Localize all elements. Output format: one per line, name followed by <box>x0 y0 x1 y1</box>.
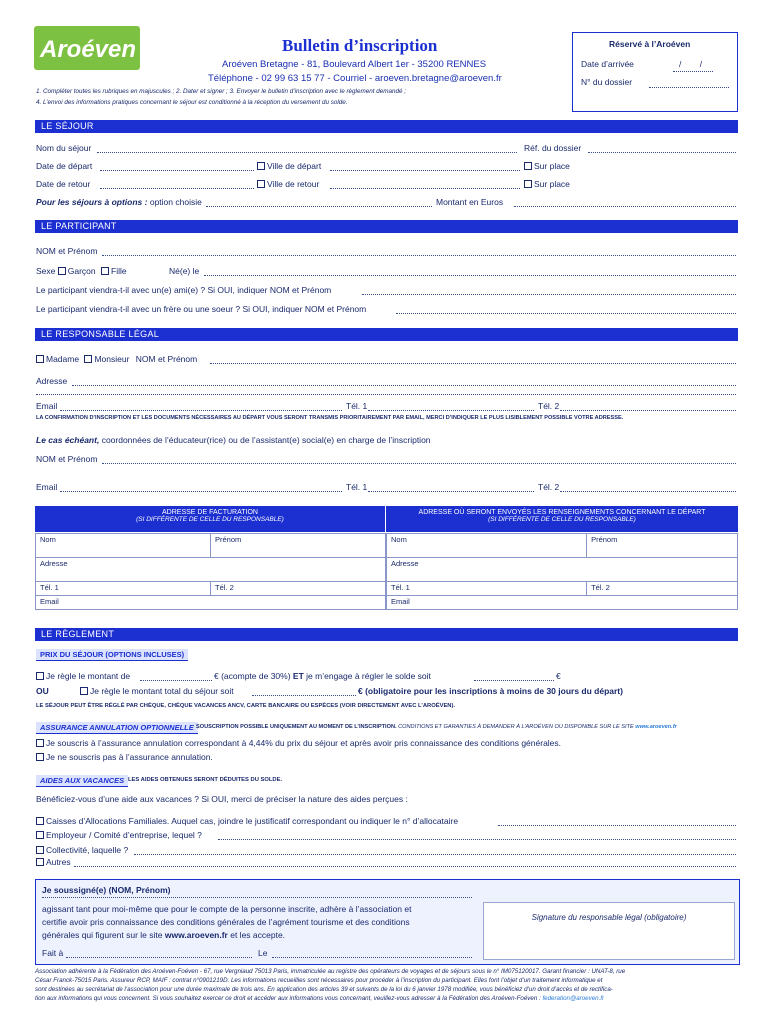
sejour-ref-label: Réf. du dossier <box>524 143 582 153</box>
adresse-field[interactable] <box>72 385 736 386</box>
billing-right-tel1-label: Tél. 1 <box>391 583 410 592</box>
aide-caf-checkbox[interactable] <box>36 817 44 825</box>
prix-tag: PRIX DU SÉJOUR (OPTIONS INCLUSES) <box>36 649 188 661</box>
billing-table-right <box>386 533 738 610</box>
total-suffix: € (obligatoire pour les inscriptions à moins de 30 jours du départ) <box>358 686 623 696</box>
fille-checkbox[interactable] <box>101 267 109 275</box>
billing-right-prenom-label: Prénom <box>591 535 618 544</box>
date-depart-label: Date de départ <box>36 161 93 171</box>
billing-right-prenom[interactable] <box>587 534 738 558</box>
billing-left-subtitle: (SI DIFFÉRENTE DE CELLE DU RESPONSABLE) <box>136 516 284 523</box>
assurance-non-label: Je ne souscris pas à l’assurance annulation. <box>46 752 213 762</box>
adresse-label: Adresse <box>36 376 68 386</box>
arrival-label: Date d’arrivée <box>581 59 634 69</box>
arrival-line <box>673 71 713 72</box>
educateur-email-label: Email <box>36 482 58 492</box>
ville-depart-checkbox[interactable] <box>257 162 265 170</box>
total-row <box>80 686 234 696</box>
moyens-paiement: LE SÉJOUR PEUT ÊTRE RÉGLÉ PAR CHÈQUE, CHÈQUE VACANCES ANCV, CARTE BANCAIRE OU ESPÈCES (VOIR DIRECTEMENT AVEC L’AROÉVEN). <box>36 703 456 709</box>
ville-retour[interactable] <box>257 179 319 189</box>
billing-left-prenom[interactable] <box>211 534 386 558</box>
acompte-checkbox[interactable] <box>36 672 44 680</box>
email-label: Email <box>36 401 58 411</box>
section-reglement: LE RÈGLEMENT <box>35 628 738 641</box>
logo <box>34 26 140 70</box>
engagement-3a: générales qui figurent sur le site <box>42 930 163 940</box>
monsieur-label: Monsieur <box>94 354 130 364</box>
sur-place-depart[interactable] <box>524 161 570 171</box>
cas-text: coordonnées de l’éducateur(rice) ou de l’assistant(e) social(e) en charge de l’inscription <box>101 435 431 445</box>
date-signature-label: Le <box>258 948 268 958</box>
assurance-tag: ASSURANCE ANNULATION OPTIONNELLE <box>36 722 198 734</box>
garcon-checkbox[interactable] <box>58 267 66 275</box>
email-note: LA CONFIRMATION D’INSCRIPTION ET LES DOCUMENTS NÉCESSAIRES AU DÉPART VOUS SERONT TRANSMIS PRIORITAIREMENT PAR EMAIL, MERCI D’INDIQUER LE PLUS LISIBLEMENT POSSIBLE VOTRE ADRESSE. <box>36 415 624 421</box>
sexe-row <box>36 266 127 276</box>
naissance-field[interactable] <box>204 275 736 276</box>
aide-autres-checkbox[interactable] <box>36 858 44 866</box>
frere-field[interactable] <box>396 313 736 314</box>
monsieur-checkbox[interactable] <box>84 355 92 363</box>
sur-place-retour-checkbox[interactable] <box>524 180 532 188</box>
footer-line-3: sont destinées au secrétariat de l’association pour une durée maximale de trois ans. En application des articles 39 et suivants de la loi du 6 janvier 1978 modifiée, vous bénéficiez d’un droit d’accès et de rectifica- <box>35 986 613 993</box>
ville-retour-checkbox[interactable] <box>257 180 265 188</box>
billing-right-nom-label: Nom <box>391 535 407 544</box>
educateur-nom-field[interactable] <box>102 463 736 464</box>
options-text: option choisie <box>149 197 202 207</box>
tel1-label: Tél. 1 <box>346 401 368 411</box>
educateur-tel2-field[interactable] <box>560 491 736 492</box>
section-sejour: LE SÉJOUR <box>35 120 738 133</box>
acompte-pct: € (acompte de 30%) <box>214 671 291 681</box>
tel1-field[interactable] <box>368 410 534 411</box>
sejour-nom-field[interactable] <box>97 152 517 153</box>
fait-a-label: Fait à <box>42 948 64 958</box>
assurance-non <box>36 752 213 762</box>
dossier-label: N° du dossier <box>581 77 633 87</box>
billing-right-tel2[interactable] <box>587 582 738 596</box>
solde-field[interactable] <box>474 680 554 681</box>
billing-table-left <box>35 533 386 610</box>
aide-autres <box>36 857 71 867</box>
educateur-tel1-field[interactable] <box>368 491 534 492</box>
acompte-row <box>36 671 130 681</box>
assurance-link[interactable]: www.aroeven.fr <box>635 724 677 730</box>
participant-nom-label: NOM et Prénom <box>36 246 98 256</box>
date-retour-label: Date de retour <box>36 179 91 189</box>
aide-employeur <box>36 830 202 840</box>
billing-left-adresse[interactable] <box>36 558 386 582</box>
assurance-oui-label: Je souscris à l’assurance annulation correspondant à 4,44% du prix du séjour et après avoir pris connaissance des conditions générales. <box>46 738 562 748</box>
engagement-3c: et les accepte. <box>230 930 286 940</box>
naissance-label: Né(e) le <box>169 266 200 276</box>
billing-left-nom[interactable] <box>36 534 211 558</box>
engagement-3 <box>42 930 285 940</box>
billing-left-tel1[interactable] <box>36 582 211 596</box>
sejour-ref-field[interactable] <box>588 152 736 153</box>
billing-left-nom-label: Nom <box>40 535 56 544</box>
garcon-label: Garçon <box>67 266 96 276</box>
billing-right-email-label: Email <box>391 597 410 606</box>
aide-employeur-field[interactable] <box>218 839 736 840</box>
educateur-nom-label: NOM et Prénom <box>36 454 98 464</box>
billing-left-prenom-label: Prénom <box>215 535 242 544</box>
sur-place-retour[interactable] <box>524 179 570 189</box>
sur-place-depart-label: Sur place <box>534 161 570 171</box>
options-field[interactable] <box>206 206 432 207</box>
billing-left-tel2-label: Tél. 2 <box>215 583 234 592</box>
options-bold: Pour les séjours à options : <box>36 197 148 207</box>
fille-label: Fille <box>111 266 127 276</box>
date-signature-field[interactable] <box>272 957 472 958</box>
billing-left-email-label: Email <box>40 597 59 606</box>
signature-block <box>35 879 740 965</box>
billing-left-tel2[interactable] <box>211 582 386 596</box>
fait-a-field[interactable] <box>66 957 252 958</box>
acompte-suffix <box>214 671 431 681</box>
page-title: Bulletin d’inscription <box>282 36 438 55</box>
billing-left-tel1-label: Tél. 1 <box>40 583 59 592</box>
billing-right-title: ADRESSE OÙ SERONT ENVOYÉS LES RENSEIGNEMENTS CONCERNANT LE DÉPART <box>418 509 706 516</box>
cas-bold: Le cas échéant, <box>36 435 100 445</box>
aide-employeur-checkbox[interactable] <box>36 831 44 839</box>
assurance-note-2: CONDITIONS ET GARANTIES À DEMANDER À L’AROÉVEN OU DISPONIBLE SUR LE SITE <box>398 724 634 730</box>
footer-line-4-text: tion aux informations qui vous concernent. Si vous souhaitez exercer ce droit et accéder aux informations vous concernant, veuillez-vous adresser à la Fédération des Aroéven-Foéven : <box>35 995 541 1002</box>
dossier-field[interactable] <box>649 87 729 88</box>
section-responsable: LE RESPONSABLE LÉGAL <box>35 328 738 341</box>
section-participant: LE PARTICIPANT <box>35 220 738 233</box>
billing-header-right <box>386 506 738 532</box>
assurance-note-1: SOUSCRIPTION POSSIBLE UNIQUEMENT AU MOMENT DE L’INSCRIPTION. <box>196 724 397 730</box>
ami-label: Le participant viendra-t-il avec un(e) ami(e) ? Si OUI, indiquer NOM et Prénom <box>36 285 332 295</box>
total-label: Je règle le montant total du séjour soit <box>90 686 234 696</box>
assurance-note <box>196 724 677 730</box>
arrival-date-mask[interactable]: / / <box>679 59 711 69</box>
aide-collectivite-label: Collectivité, laquelle ? <box>46 845 129 855</box>
aide-caf <box>36 816 458 826</box>
aides-tag: AIDES AUX VACANCES <box>36 775 128 787</box>
aide-employeur-label: Employeur / Comité d’entreprise, lequel ? <box>46 830 202 840</box>
aide-collectivite-field[interactable] <box>134 854 736 855</box>
footer-link[interactable]: federation@aroeven.fr <box>542 995 605 1002</box>
date-retour-field[interactable] <box>100 188 254 189</box>
engagement-link[interactable]: www.aroeven.fr <box>164 930 228 940</box>
billing-right-tel1[interactable] <box>387 582 587 596</box>
frere-label: Le participant viendra-t-il avec un frère ou une soeur ? Si OUI, indiquer NOM et Prénom <box>36 304 367 314</box>
ami-field[interactable] <box>362 294 736 295</box>
options-label <box>36 197 202 207</box>
instructions-1: 1. Compléter toutes les rubriques en majuscules ; 2. Dater et signer ; 3. Envoyer le bulletin d’inscription avec le règlement demandé ; <box>36 88 406 95</box>
montant-label: Montant en Euros <box>436 197 504 207</box>
billing-right-email[interactable] <box>387 596 738 610</box>
footer-line-2: César Franck-75015 Paris. Assureur RCP, MAIF : contrat n°0901219D. Les informations recueillies sont nécessaires pour procéder à l’inscription du participant. Elles font l’objet d’un traitement informatique et <box>35 977 603 984</box>
total-field[interactable] <box>252 695 356 696</box>
assurance-oui-checkbox[interactable] <box>36 739 44 747</box>
aide-caf-label: Caisses d’Allocations Familiales. Auquel cas, joindre le justificatif correspondant ou indiquer le n° d’allocataire <box>46 816 459 826</box>
billing-header-left <box>35 506 385 532</box>
aide-collectivite-checkbox[interactable] <box>36 846 44 854</box>
engagement-2: certifie avoir pris connaissance des conditions générales de l’agrément tourisme et des conditions <box>42 917 410 927</box>
acompte-label: Je règle le montant de <box>46 671 131 681</box>
billing-left-email[interactable] <box>36 596 386 610</box>
header-address: Aroéven Bretagne - 81, Boulevard Albert 1er - 35200 RENNES <box>222 59 487 70</box>
sejour-nom-label: Nom du séjour <box>36 143 92 153</box>
logo-graphic <box>34 26 140 70</box>
ville-retour-label: Ville de retour <box>267 179 320 189</box>
billing-right-nom[interactable] <box>387 534 587 558</box>
civilite-row <box>36 354 197 364</box>
billing-left-adresse-label: Adresse <box>40 559 68 568</box>
header-contact: Téléphone - 02 99 63 15 77 - Courriel - aroeven.bretagne@aroeven.fr <box>208 73 502 84</box>
aide-caf-field[interactable] <box>498 825 736 826</box>
aides-note: LES AIDES OBTENUES SERONT DÉDUITES DU SOLDE. <box>128 777 283 783</box>
footer-line-4 <box>35 995 604 1002</box>
assurance-oui <box>36 738 561 748</box>
educateur-email-field[interactable] <box>60 491 342 492</box>
footer-line-1: Association adhérente à la Fédération des Aroéven-Foéven - 67, rue Vergniaud 75013 Paris, immatriculée au registre des opérateurs de voyages et de séjours sous le n° IM075120017. Garant financier : UNAT-8, rue <box>35 968 626 975</box>
responsable-nom-field[interactable] <box>210 363 736 364</box>
ville-depart[interactable] <box>257 161 321 171</box>
madame-checkbox[interactable] <box>36 355 44 363</box>
adresse-field-2[interactable] <box>36 394 736 395</box>
assurance-non-checkbox[interactable] <box>36 753 44 761</box>
educateur-tel1-label: Tél. 1 <box>346 482 368 492</box>
soussigne-label: Je soussigné(e) (NOM, Prénom) <box>42 885 171 895</box>
soussigne-field[interactable] <box>42 897 472 898</box>
engagement-1: agissant tant pour moi-même que pour le compte de la personne inscrite, adhère à l’association et <box>42 904 412 914</box>
reserved-box <box>572 32 738 112</box>
aides-question: Bénéficiez-vous d’une aide aux vacances ? Si OUI, merci de préciser la nature des aides perçues : <box>36 794 408 804</box>
acompte-et: ET <box>292 671 304 681</box>
reserved-title: Réservé à l’Aroéven <box>609 39 691 49</box>
signature-box[interactable] <box>483 902 735 960</box>
billing-right-adresse-label: Adresse <box>391 559 419 568</box>
montant-field[interactable] <box>514 206 736 207</box>
signature-label: Signature du responsable légal (obligatoire) <box>531 913 687 922</box>
sur-place-retour-label: Sur place <box>534 179 570 189</box>
solde-euro: € <box>556 671 561 681</box>
total-checkbox[interactable] <box>80 687 88 695</box>
tel2-field[interactable] <box>560 410 736 411</box>
acompte-amount-field[interactable] <box>140 680 212 681</box>
aide-collectivite <box>36 845 128 855</box>
ville-retour-field[interactable] <box>330 188 520 189</box>
educateur-tel2-label: Tél. 2 <box>538 482 560 492</box>
billing-right-tel2-label: Tél. 2 <box>591 583 610 592</box>
logo-text: Aroéven <box>40 36 137 63</box>
aide-autres-label: Autres <box>46 857 71 867</box>
sexe-label: Sexe <box>36 266 56 276</box>
cas-echeant <box>36 435 431 445</box>
participant-nom-field[interactable] <box>102 255 736 256</box>
ville-depart-label: Ville de départ <box>267 161 322 171</box>
sur-place-depart-checkbox[interactable] <box>524 162 532 170</box>
tel2-label: Tél. 2 <box>538 401 560 411</box>
billing-left-title: ADRESSE DE FACTURATION <box>162 509 258 516</box>
email-field[interactable] <box>60 410 342 411</box>
date-depart-field[interactable] <box>100 170 254 171</box>
billing-right-subtitle: (SI DIFFÉRENTE DE CELLE DU RESPONSABLE) <box>488 516 636 523</box>
instructions-2: 4. L’envoi des informations pratiques concernant le séjour est conditionné à la réception du versement du solde. <box>36 99 348 106</box>
billing-right-adresse[interactable] <box>387 558 738 582</box>
ou-label: OU <box>36 686 49 696</box>
ville-depart-field[interactable] <box>330 170 520 171</box>
madame-label: Madame <box>46 354 80 364</box>
acompte-solde-label: je m’engage à régler le solde soit <box>306 671 431 681</box>
aide-autres-field[interactable] <box>74 866 736 867</box>
responsable-nom-label: NOM et Prénom <box>135 354 198 364</box>
